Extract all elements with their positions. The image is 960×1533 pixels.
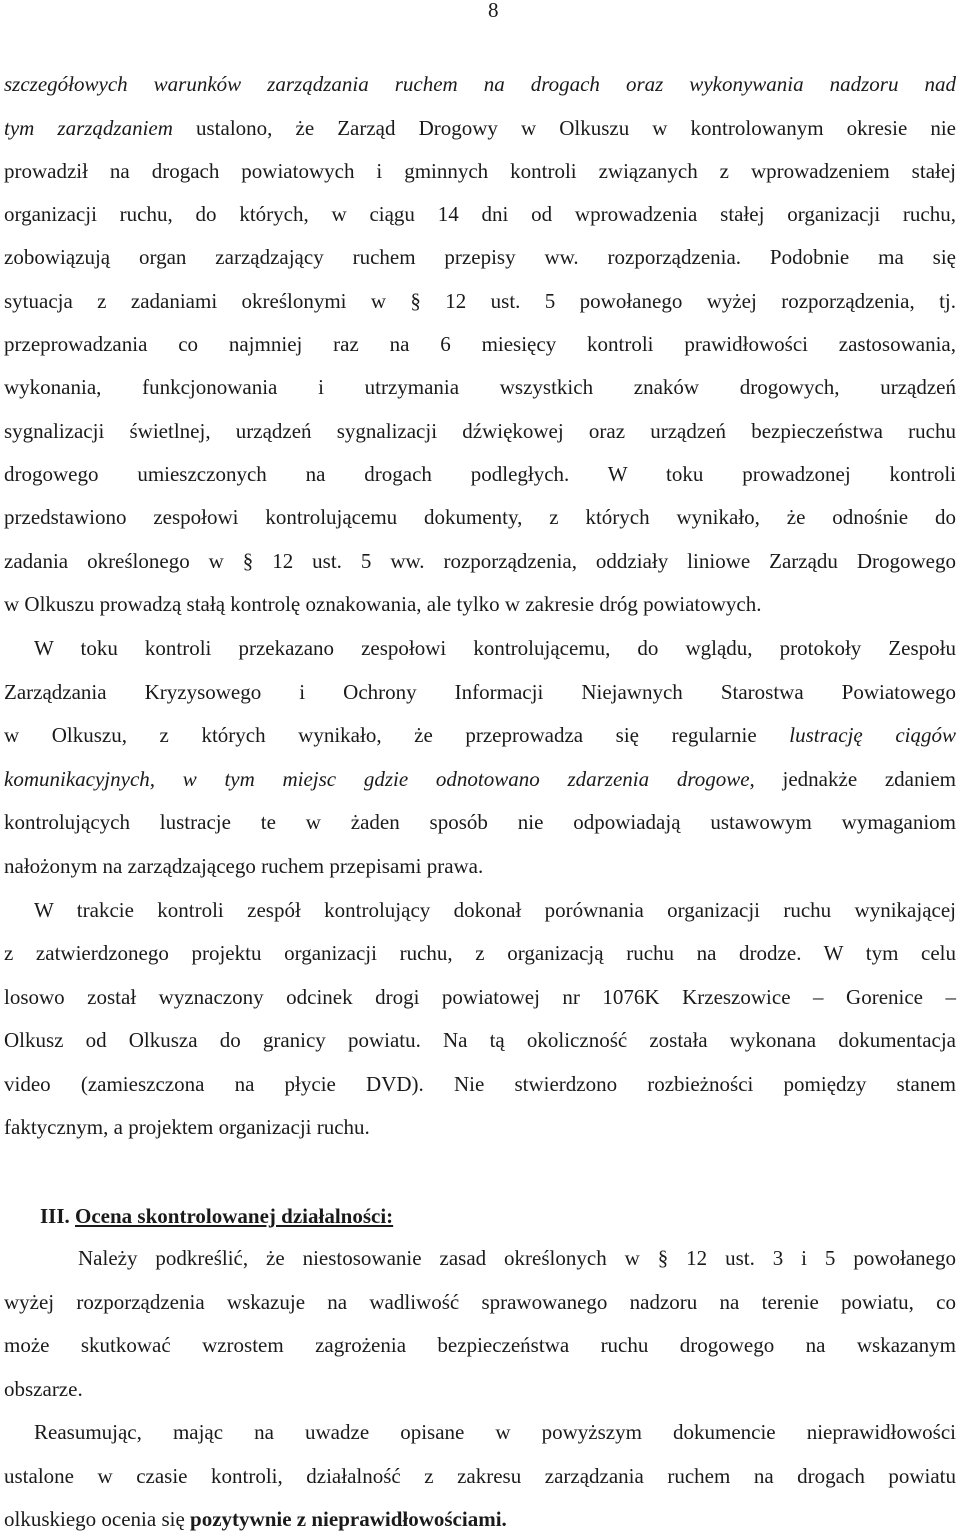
paragraph-4-line-3: może skutkować wzrostem zagrożenia bezpieczeństwa ruchu drogowego na wskazanym [4, 1333, 956, 1357]
paragraph-3-line-6: faktycznym, a projektem organizacji ruchu. [4, 1115, 370, 1139]
text-fragment: olkuskiego ocenia się [4, 1507, 191, 1531]
paragraph-1-line-9: sygnalizacji świetlnej, urządzeń sygnalizacji dźwiękowej oraz urządzeń bezpieczeństwa ruchu [4, 419, 956, 443]
paragraph-3-line-3: losowo został wyznaczony odcinek drogi powiatowej nr 1076K Krzeszowice – Gorenice – [4, 985, 956, 1009]
paragraph-3-line-5: video (zamieszczona na płycie DVD). Nie stwierdzono rozbieżności pomiędzy stanem [4, 1072, 956, 1096]
paragraph-1-line-1: szczegółowych warunków zarządzania ruchem na drogach oraz wykonywania nadzoru nad [4, 72, 956, 96]
paragraph-1-line-6: sytuacja z zadaniami określonymi w § 12 ust. 5 powołanego wyżej rozporządzenia, tj. [4, 289, 956, 313]
paragraph-1-line-11: przedstawiono zespołowi kontrolującemu dokumenty, z których wynikało, że odnośnie do [4, 505, 956, 529]
paragraph-4-line-1: Należy podkreślić, że niestosowanie zasad określonych w § 12 ust. 3 i 5 powołanego [78, 1246, 956, 1270]
paragraph-1-line-3: prowadził na drogach powiatowych i gminnych kontroli związanych z wprowadzeniem stałej [4, 159, 956, 183]
text-fragment: w Olkuszu, z których wynikało, że przeprowadza się regularnie [4, 723, 790, 747]
paragraph-3-line-4: Olkusz od Olkusza do granicy powiatu. Na tą okoliczność została wykonana dokumentacja [4, 1028, 956, 1052]
paragraph-2-line-2: Zarządzania Kryzysowego i Ochrony Informacji Niejawnych Starostwa Powiatowego [4, 680, 956, 704]
italic-fragment: komunikacyjnych, w tym miejsc gdzie odnotowano zdarzenia drogowe, [4, 767, 755, 791]
paragraph-4-line-2: wyżej rozporządzenia wskazuje na wadliwość sprawowanego nadzoru na terenie powiatu, co [4, 1290, 956, 1314]
paragraph-2-line-6: nałożonym na zarządzającego ruchem przepisami prawa. [4, 854, 484, 878]
paragraph-1-line-10: drogowego umieszczonych na drogach podległych. W toku prowadzonej kontroli [4, 462, 956, 486]
page-number: 8 [488, 0, 499, 22]
paragraph-1-line-13: w Olkuszu prowadzą stałą kontrolę oznakowania, ale tylko w zakresie dróg powiatowych. [4, 592, 762, 616]
paragraph-4-line-4: obszarze. [4, 1377, 83, 1401]
bold-fragment: pozytywnie z nieprawidłowościami. [190, 1507, 507, 1531]
paragraph-5-line-2: ustalone w czasie kontroli, działalność z zakresu zarządzania ruchem na drogach powiatu [4, 1464, 956, 1488]
italic-fragment: tym zarządzaniem [4, 116, 173, 140]
text-fragment: jednakże zdaniem [754, 767, 956, 791]
paragraph-1-line-8: wykonania, funkcjonowania i utrzymania wszystkich znaków drogowych, urządzeń [4, 375, 956, 399]
paragraph-3-line-1: W trakcie kontroli zespół kontrolujący dokonał porównania organizacji ruchu wynikającej [34, 898, 956, 922]
section-number: III. [40, 1204, 70, 1228]
paragraph-2-line-3 [4, 723, 956, 747]
paragraph-1-line-7: przeprowadzania co najmniej raz na 6 miesięcy kontroli prawidłowości zastosowania, [4, 332, 956, 356]
text-fragment: ustalono, że Zarząd Drogowy w Olkuszu w kontrolowanym okresie nie [172, 116, 956, 140]
paragraph-1-line-2 [4, 116, 956, 140]
paragraph-1-line-5: zobowiązują organ zarządzający ruchem przepisy ww. rozporządzenia. Podobnie ma się [4, 245, 956, 269]
paragraph-1-line-4: organizacji ruchu, do których, w ciągu 14 dni od wprowadzenia stałej organizacji ruchu, [4, 202, 956, 226]
paragraph-1-line-12: zadania określonego w § 12 ust. 5 ww. rozporządzenia, oddziały liniowe Zarządu Drogowego [4, 549, 956, 573]
paragraph-2-line-4 [4, 767, 956, 791]
italic-fragment: lustrację ciągów [789, 723, 956, 747]
paragraph-2-line-1: W toku kontroli przekazano zespołowi kontrolującemu, do wglądu, protokoły Zespołu [34, 636, 956, 660]
paragraph-5-line-3 [4, 1507, 956, 1531]
paragraph-5-line-1: Reasumując, mając na uwadze opisane w powyższym dokumencie nieprawidłowości [34, 1420, 956, 1444]
paragraph-2-line-5: kontrolujących lustracje te w żaden sposób nie odpowiadają ustawowym wymaganiom [4, 810, 956, 834]
paragraph-3-line-2: z zatwierdzonego projektu organizacji ruchu, z organizacją ruchu na drodze. W tym celu [4, 941, 956, 965]
section-title: Ocena skontrolowanej działalności: [75, 1204, 394, 1228]
section-heading [40, 1204, 393, 1228]
